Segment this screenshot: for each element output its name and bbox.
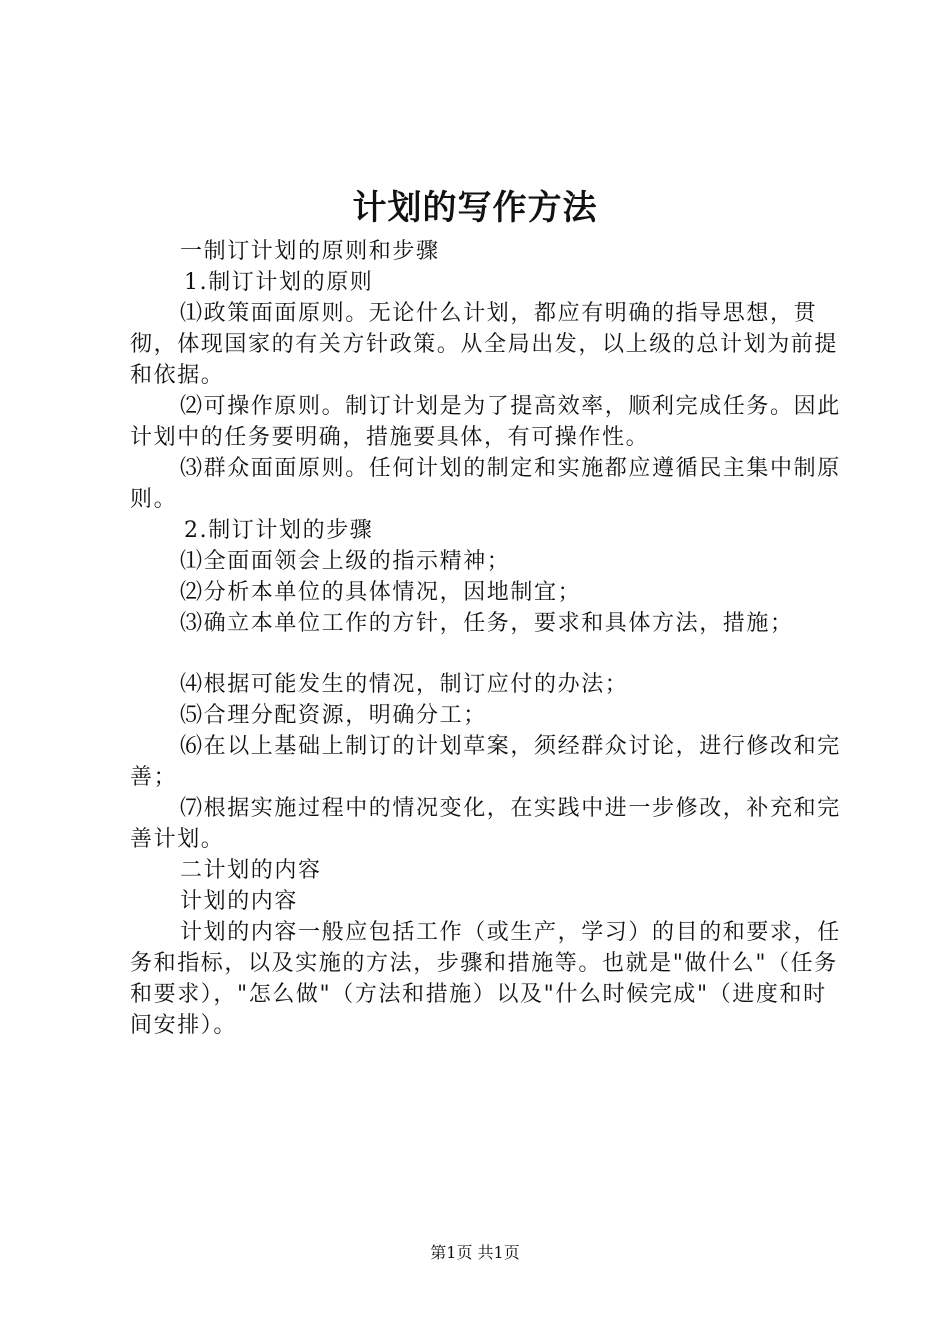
- section-heading-2: 二计划的内容: [180, 858, 322, 883]
- subsection-heading-steps: 2.制订计划的步骤: [184, 518, 374, 543]
- subsection-heading-principles: 1.制订计划的原则: [184, 270, 374, 295]
- document-body: [130, 236, 842, 1041]
- paragraph-step-4: ⑷根据可能发生的情况，制订应付的办法；: [180, 672, 629, 697]
- paragraph-step-2: ⑵分析本单位的具体情况，因地制宜；: [180, 580, 582, 605]
- paragraph-principle-3: ⑶群众面面原则。任何计划的制定和实施都应遵循民主集中制原则。: [130, 456, 841, 512]
- section-heading-1: 一制订计划的原则和步骤: [180, 239, 440, 264]
- document-title: 计划的写作方法: [352, 188, 598, 228]
- paragraph-content: 计划的内容一般应包括工作（或生产，学习）的目的和要求，任务和指标，以及实施的方法，步骤和措施等。也就是"做什么"（任务和要求），"怎么做"（方法和措施）以及"什么时候完成"（进度和时间安排）。: [130, 920, 841, 1038]
- paragraph-step-5: ⑸合理分配资源，明确分工；: [180, 703, 487, 728]
- paragraph-step-6: ⑹在以上基础上制订的计划草案，须经群众讨论，进行修改和完善；: [130, 734, 841, 790]
- blank-line: [130, 639, 842, 669]
- paragraph-principle-2: ⑵可操作原则。制订计划是为了提高效率，顺利完成任务。因此计划中的任务要明确，措施要具体，有可操作性。: [130, 394, 841, 450]
- paragraph-step-3: ⑶确立本单位工作的方针，任务，要求和具体方法，措施；: [180, 611, 794, 636]
- subsection-heading-content: 计划的内容: [180, 889, 299, 914]
- paragraph-principle-1: ⑴政策面面原则。无论什么计划，都应有明确的指导思想，贯彻，体现国家的有关方针政策。从全局出发，以上级的总计划为前提和依据。: [130, 301, 839, 388]
- paragraph-step-1: ⑴全面面领会上级的指示精神；: [180, 549, 511, 574]
- page-footer: 第1页 共1页: [430, 1243, 520, 1262]
- paragraph-step-7: ⑺根据实施过程中的情况变化，在实践中进一步修改，补充和完善计划。: [130, 796, 841, 852]
